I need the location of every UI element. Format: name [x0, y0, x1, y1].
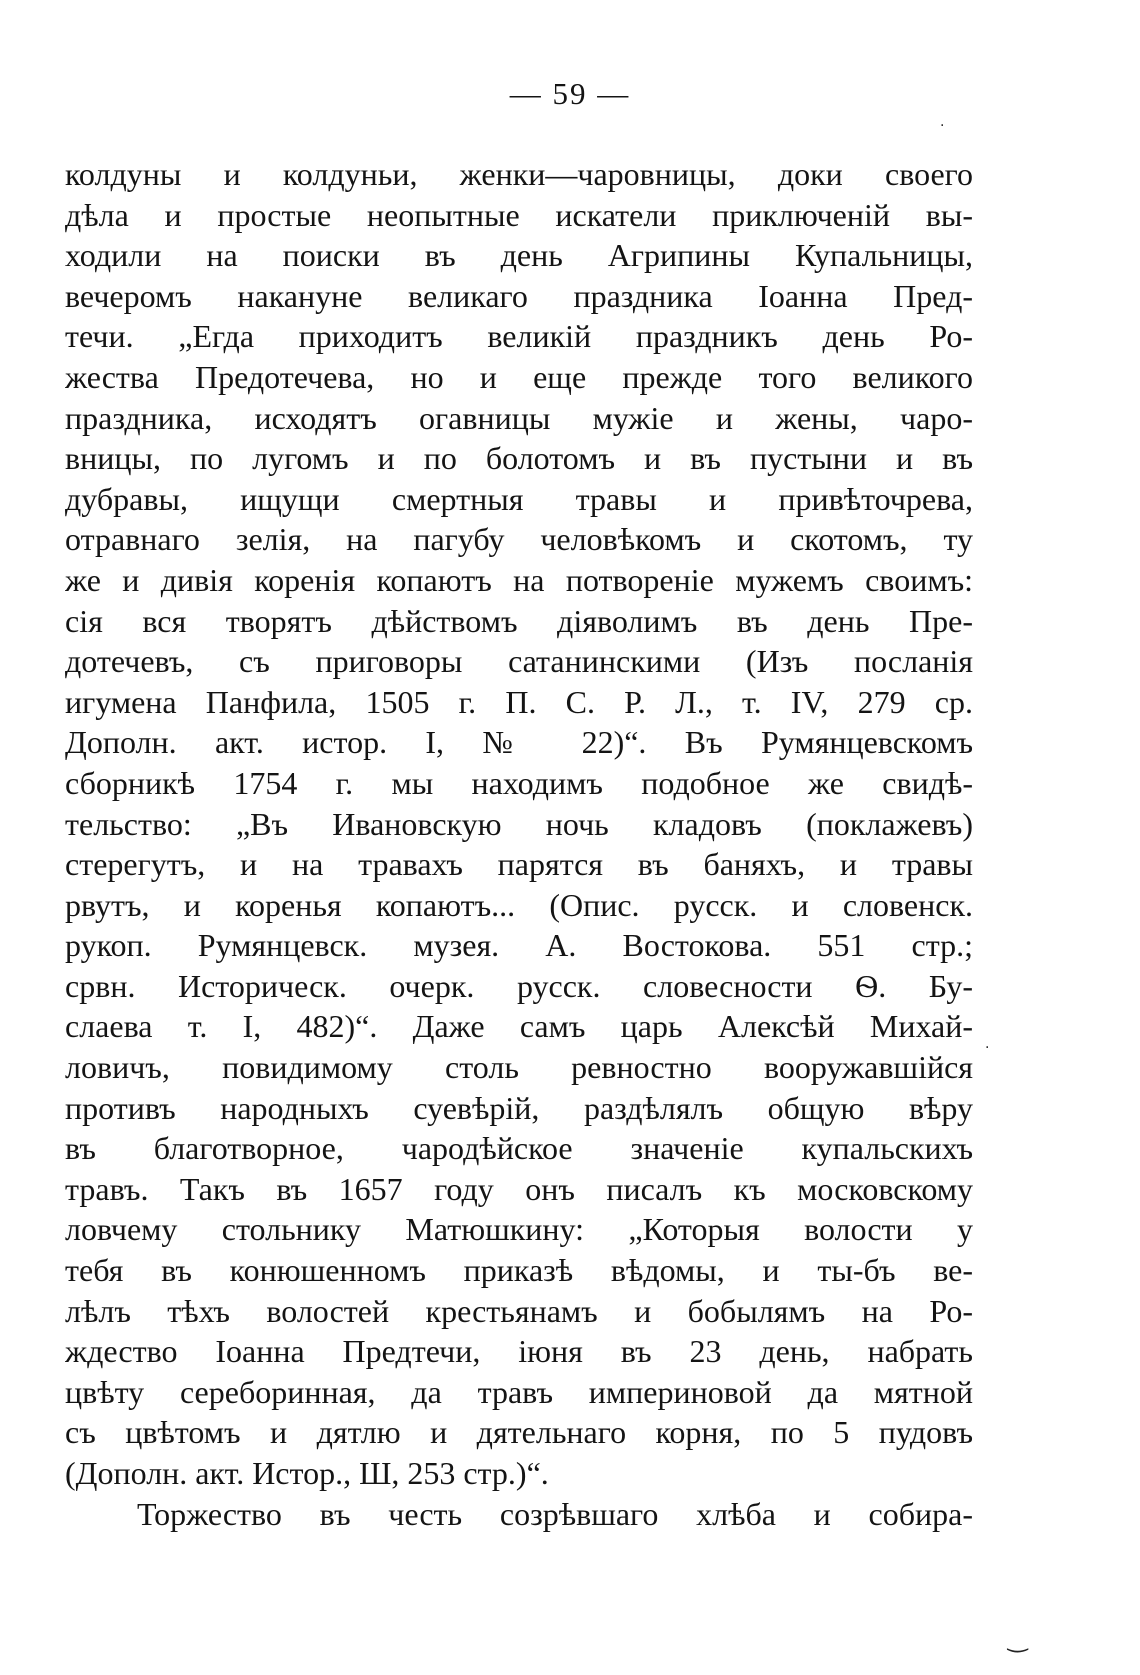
- text-line: вечеромъ накануне великаго праздника Іоанна Пред-: [65, 277, 973, 314]
- text-line: ловчему стольнику Матюшкину: „Которыя волости у: [65, 1211, 973, 1248]
- text-line: игумена Панфила, 1505 г. П. С. Р. Л., т. IV, 279 ср.: [65, 683, 973, 720]
- speck-mark: ·: [985, 1040, 990, 1056]
- text-line: противъ народныхъ суевѣрій, раздѣлялъ общую вѣру: [65, 1089, 973, 1126]
- body-text: [65, 154, 973, 1534]
- text-line: срвн. Историческ. очерк. русск. словесности Ѳ. Бу-: [65, 967, 973, 1004]
- text-line: дубравы, ищущи смертныя травы и привѣточрева,: [65, 480, 973, 517]
- text-line: ловичъ, повидимому столь ревностно вооружавшійся: [65, 1049, 973, 1086]
- text-line: вницы, по лугомъ и по болотомъ и въ пустыни и въ: [65, 440, 973, 477]
- text-line: сія вся творятъ дѣйствомъ діяволимъ въ день Пре-: [65, 602, 973, 639]
- text-line: праздника, исходятъ огавницы мужіе и жены, чаро-: [65, 399, 973, 436]
- page-number: — 59 —: [509, 76, 631, 111]
- text-line: съ цвѣтомъ и дятлю и дятельнаго корня, по 5 пудовъ: [65, 1414, 973, 1451]
- text-line: травъ. Такъ въ 1657 году онъ писалъ къ московскому: [65, 1170, 973, 1207]
- text-line: же и дивія коренія копаютъ на потвореніе мужемъ своимъ:: [65, 561, 973, 598]
- text-line: тельство: „Въ Ивановскую ночь кладовъ (поклажевъ): [65, 805, 973, 842]
- margin-dash-mark: ‿: [1008, 1625, 1028, 1653]
- text-line: ждество Іоанна Предтечи, іюня въ 23 день, набрать: [65, 1333, 973, 1370]
- text-line: рвутъ, и коренья копаютъ... (Опис. русск. и словенск.: [65, 886, 973, 923]
- text-line: слаева т. I, 482)“. Даже самъ царь Алексѣй Михай-: [65, 1008, 973, 1045]
- text-line: Дополн. акт. истор. I, № 22)“. Въ Румянцевскомъ: [65, 724, 973, 761]
- text-line: рукоп. Румянцевск. музея. А. Востокова. 551 стр.;: [65, 927, 973, 964]
- text-line: сборникѣ 1754 г. мы находимъ подобное же свидѣ-: [65, 764, 973, 801]
- text-line: (Дополн. акт. Истор., Ш, 253 стр.)“.: [65, 1455, 549, 1491]
- text-line: тебя въ конюшенномъ приказѣ вѣдомы, и ты-бъ ве-: [65, 1252, 973, 1289]
- text-line: въ благотворное, чародѣйское значеніе купальскихъ: [65, 1130, 973, 1167]
- text-line: течи. „Егда приходитъ великій праздникъ день Ро-: [65, 318, 973, 355]
- text-line: ходили на поиски въ день Агрипины Купальницы,: [65, 237, 973, 274]
- text-line: лѣлъ тѣхъ волостей крестьянамъ и бобылямъ на Ро-: [65, 1292, 973, 1329]
- speck-mark: ·: [940, 118, 945, 134]
- text-line: дѣла и простые неопытные искатели приключеній вы-: [65, 196, 973, 233]
- text-line: стерегутъ, и на травахъ парятся въ баняхъ, и травы: [65, 846, 973, 883]
- text-line: колдуны и колдуньи, женки—чаровницы, доки своего: [65, 156, 973, 192]
- text-line: отравнаго зелія, на пагубу человѣкомъ и скотомъ, ту: [65, 521, 973, 558]
- text-line: дотечевъ, съ приговоры сатанинскими (Изъ посланія: [65, 643, 973, 680]
- text-line: жества Предотечева, но и еще прежде того великого: [65, 358, 973, 395]
- text-line: цвѣту сереборинная, да травъ империновой да мятной: [65, 1373, 973, 1410]
- paragraph-start-line: Торжество въ честь созрѣвшаго хлѣба и собира-: [137, 1495, 973, 1532]
